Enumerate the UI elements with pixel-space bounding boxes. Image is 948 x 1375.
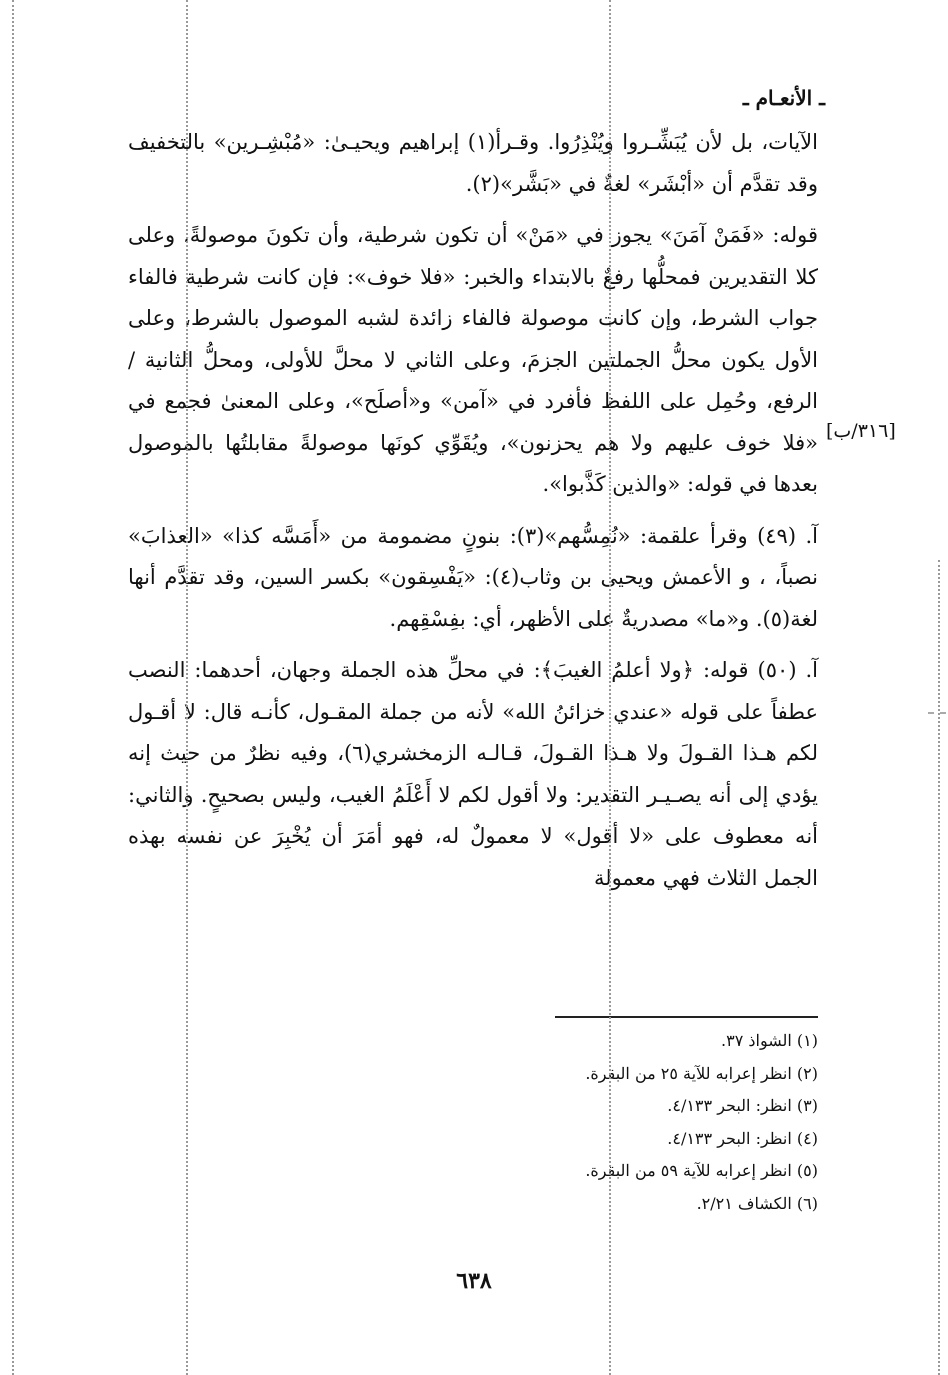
footnote-6: (٦) الكشاف ٢/٢١. bbox=[696, 1193, 818, 1213]
manuscript-folio-note: [٣١٦/ب] bbox=[826, 420, 896, 442]
footnote-2: (٢) انظر إعرابه للآية ٢٥ من البقرة. bbox=[585, 1063, 818, 1083]
paragraph-4: آ. (٥٠) قوله: ﴿ولا أعلمُ الغيبَ﴾: في محلِّ هذه الجملة وجهان، أحدهما: النصب عطفاً على قوله «عندي خزائنُ الله» لأنه من جملة المقـول، كأنـه قال: لا أقـول لكم هـذا القـولَ ولا هـذا القـولَ، قـالـه الزمخشري(٦)، وفيه نظرٌ من حيث إنه يؤدي إلى أنه يصـيـر التقدير: ولا أقول لكم لا أَعْلَمُ الغيب، وليس بصحيحٍ. والثاني: أنه معطوف على «لا أقول» لا معمولٌ له، فهو أمَرَ أن يُخْبِرَ عن نفسه بهذه الجمل الثلاث فهي معمولة bbox=[128, 658, 818, 890]
scan-dotted-line bbox=[609, 0, 611, 1375]
scan-dotted-line bbox=[938, 560, 940, 1375]
page-number: ٦٣٨ bbox=[456, 1268, 492, 1294]
scan-dotted-line bbox=[186, 0, 188, 1375]
running-head: ـ الأنعـام ـ bbox=[742, 86, 825, 110]
paragraph-1: الآيات، بل لأن يُبَشِّـروا ويُنْذِرُوا. وقـرأ(١) إبراهيم ويحيـىٰ: «مُبْشِـرين» بالتخفيف وقد تقدَّم أن «أبْشَر» لغةٌ في «بَشَّر»(٢). bbox=[128, 130, 818, 196]
paragraph-2: قوله: «فَمَنْ آمَنَ» يجوز في «مَنْ» أن تكون شرطية، وأن تكونَ موصولةً، وعلى كلا التقديرين فمحلُّها رفعٌ بالابتداء والخبر: «فلا خوف»: فإن كانت شرطية فالفاء جواب الشرط، وإن كانت موصولة فالفاء زائدة لشبه الموصول بالشرط، وعلى الأول يكون محلُّ الجملتين الجزمَ، وعلى الثاني لا محلَّ للأولى، ومحلُّ الثانية /الرفع، وحُمِل على اللفظ فأفرد في «آمن» و«أصلَح»، وعلى المعنىٰ فجمع في «فلا خوف عليهم ولا هم يحزنون»، ويُقَوِّي كونَها موصولةً مقابلتُها بالموصول بعدها في قوله: «والذين كَذَّبوا». bbox=[128, 223, 818, 496]
footnote-4: (٤) انظر: البحر ٤/١٣٣. bbox=[667, 1128, 818, 1148]
footnote-3: (٣) انظر: البحر ٤/١٣٣. bbox=[667, 1096, 818, 1115]
footnote-1: (١) الشواذ ٣٧. bbox=[721, 1031, 818, 1050]
footnote-separator bbox=[555, 1016, 818, 1018]
main-text bbox=[128, 122, 818, 907]
scan-dotted-line bbox=[12, 0, 14, 1375]
footnotes bbox=[398, 1025, 818, 1220]
scan-dash-mark bbox=[928, 712, 946, 714]
paragraph-3: آ. (٤٩) وقرأ علقمة: «نُمِسُّهم»(٣): بنونٍ مضمومة من «أَمَسَّه كذا» «العذابَ» نصباً، ، و الأعمش ويحيى بن وثاب(٤): «يَفْسِقون» بكسر السين، وقد تقدَّم أنها لغة(٥). و«ما» مصدريةٌ على الأظهر، أي: بفِسْقِهم. bbox=[128, 523, 818, 631]
footnote-5: (٥) انظر إعرابه للآية ٥٩ من البقرة. bbox=[585, 1161, 818, 1180]
